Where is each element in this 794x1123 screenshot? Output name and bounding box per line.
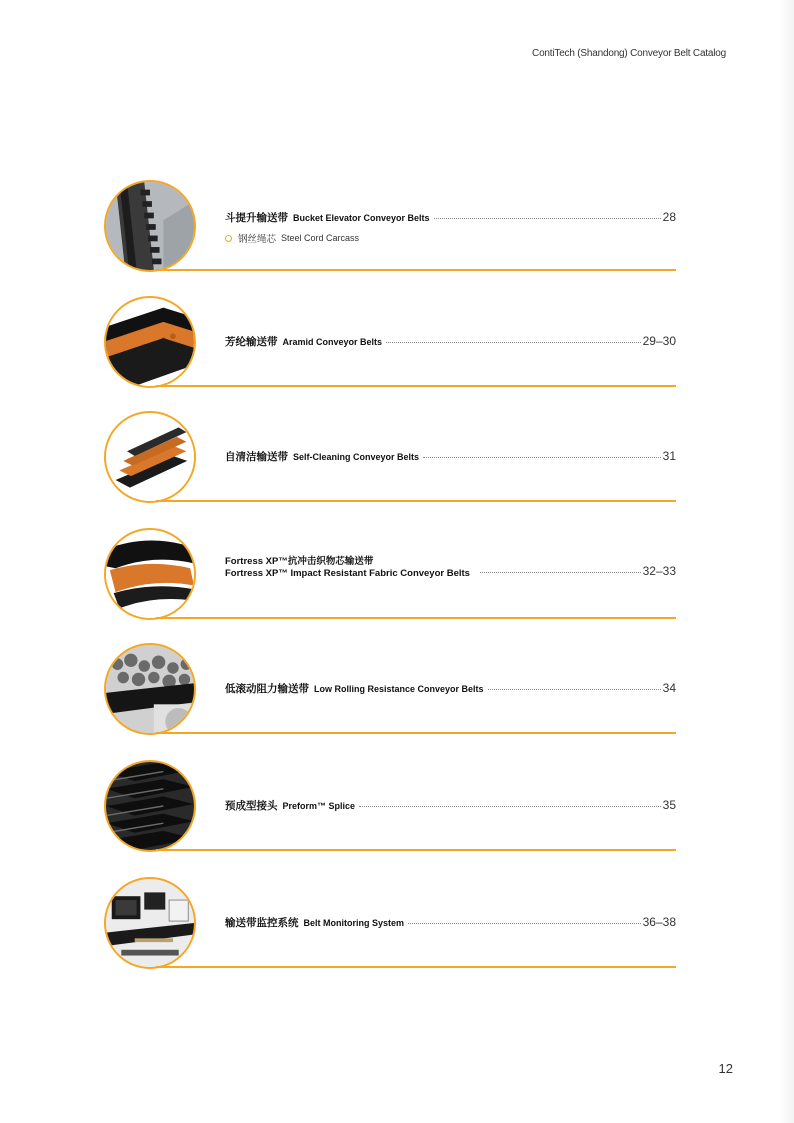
toc-entry-fortress-xp[interactable] xyxy=(104,528,676,628)
entry-title-cn: 低滚动阻力输送带 xyxy=(225,683,309,695)
leader-dots xyxy=(386,342,641,343)
entry-title-en: Preform™ Splice xyxy=(282,801,356,811)
entry-title-cn: 输送带监控系统 xyxy=(225,917,299,929)
sub-entry-steel-cord[interactable] xyxy=(225,231,359,245)
entry-title-cn: 芳纶输送带 xyxy=(225,336,278,348)
page-number: 12 xyxy=(718,1061,733,1076)
toc-entry-preform-splice[interactable] xyxy=(104,760,676,860)
entry-page: 28 xyxy=(662,210,676,224)
toc-entry-aramid[interactable] xyxy=(104,296,676,396)
leader-dots xyxy=(480,572,641,573)
self-cleaning-belt-photo xyxy=(104,411,196,503)
toc-entry-monitoring-system[interactable] xyxy=(104,877,676,977)
entry-page: 36–38 xyxy=(642,915,676,929)
divider-line xyxy=(156,849,676,851)
entry-title-en: Belt Monitoring System xyxy=(303,918,405,928)
entry-title-en: Self-Cleaning Conveyor Belts xyxy=(293,452,420,462)
sub-entry-cn: 钢丝绳芯 xyxy=(238,234,277,245)
monitoring-system-photo xyxy=(104,877,196,969)
divider-line xyxy=(156,500,676,502)
divider-line xyxy=(156,269,676,271)
entry-page: 35 xyxy=(662,798,676,812)
entry-title-cn: 斗提升输送带 xyxy=(225,212,288,224)
low-rolling-belt-photo xyxy=(104,643,196,735)
entry-title-en: Low Rolling Resistance Conveyor Belts xyxy=(314,684,484,694)
bucket-elevator-photo xyxy=(104,180,196,272)
leader-dots xyxy=(408,923,641,924)
divider-line xyxy=(156,966,676,968)
toc-entry-self-cleaning[interactable] xyxy=(104,411,676,511)
page-edge-shadow xyxy=(780,0,794,1123)
entry-page: 34 xyxy=(662,681,676,695)
entry-page: 31 xyxy=(662,449,676,463)
entry-title-en: Bucket Elevator Conveyor Belts xyxy=(293,213,430,223)
entry-title-cn: 自清洁输送带 xyxy=(225,451,288,463)
entry-page: 29–30 xyxy=(642,334,676,348)
fortress-belt-photo xyxy=(104,528,196,620)
entry-title-cn: 预成型接头 xyxy=(225,800,278,812)
entry-title-en: Aramid Conveyor Belts xyxy=(282,337,383,347)
divider-line xyxy=(156,385,676,387)
leader-dots xyxy=(423,457,661,458)
divider-line xyxy=(156,617,676,619)
aramid-belt-photo xyxy=(104,296,196,388)
toc-entry-low-rolling[interactable] xyxy=(104,643,676,743)
divider-line xyxy=(156,732,676,734)
entry-page: 32–33 xyxy=(642,564,676,578)
leader-dots xyxy=(434,218,661,219)
sub-entry-en: Steel Cord Carcass xyxy=(281,233,360,243)
bullet-icon xyxy=(225,235,232,242)
leader-dots xyxy=(488,689,661,690)
preform-splice-photo xyxy=(104,760,196,852)
leader-dots xyxy=(359,806,661,807)
catalog-title: ContiTech (Shandong) Conveyor Belt Catalog xyxy=(532,48,726,59)
entry-title-line2: Fortress XP™ Impact Resistant Fabric Conveyor Belts xyxy=(225,568,470,579)
toc-entry-bucket-elevator[interactable] xyxy=(104,180,676,280)
entry-title-line1: Fortress XP™抗冲击织物芯输送带 xyxy=(225,556,374,567)
